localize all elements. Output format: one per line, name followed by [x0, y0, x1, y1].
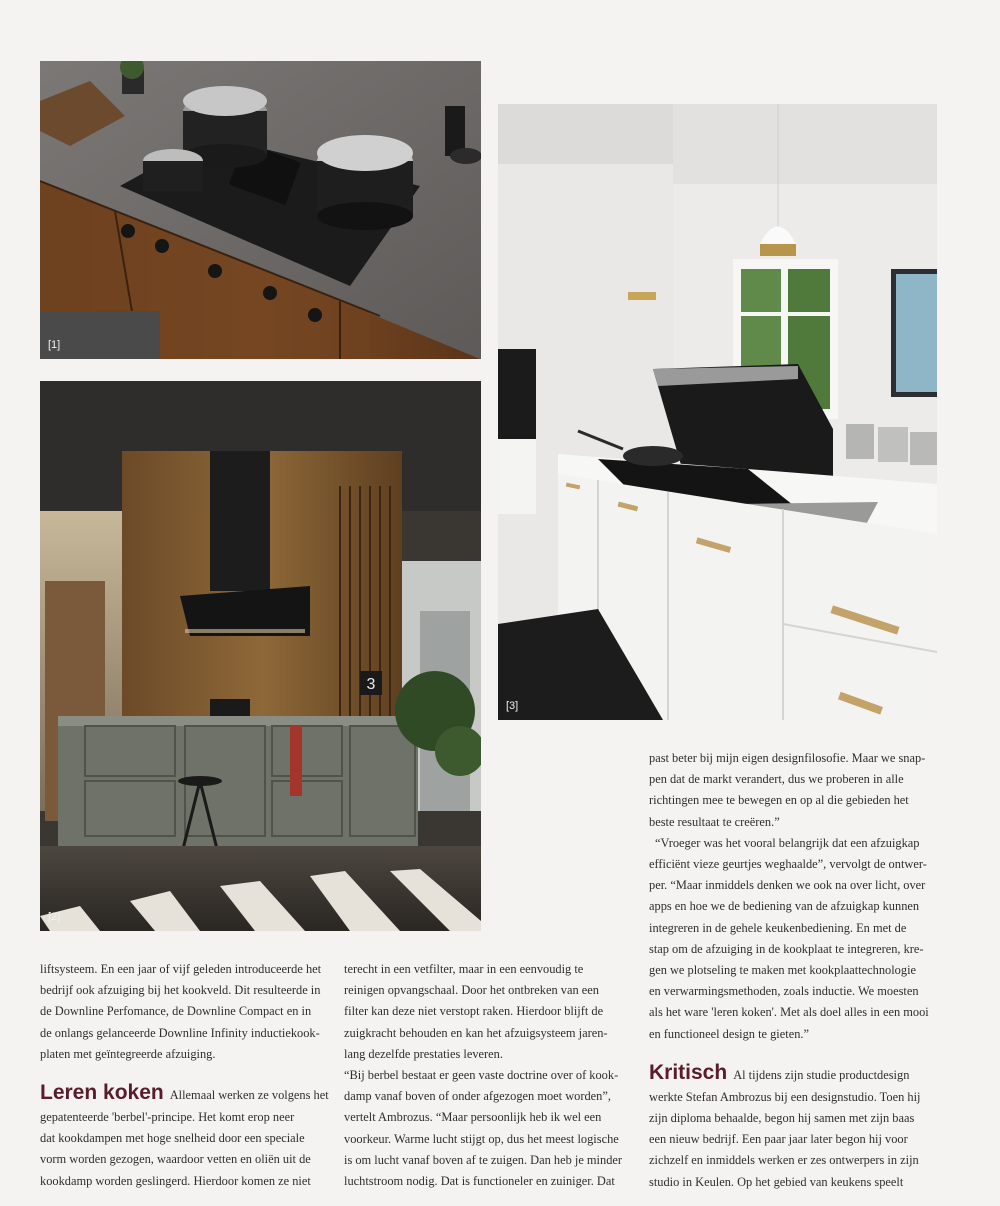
- text-line: zijn diploma behaalde, begon hij samen met zijn baas: [649, 1111, 915, 1126]
- text-line: studio in Keulen. Op het gebied van keukens speelt: [649, 1174, 904, 1189]
- text-line: “Vroeger was het vooral belangrijk dat een afzuigkap: [655, 835, 920, 850]
- text-line: een nieuw bedrijf. Een paar jaar later begon hij voor: [649, 1132, 908, 1147]
- text-line: Al tijdens zijn studie productdesign: [733, 1067, 910, 1082]
- text-line: reinigen opvangschaal. Door het ontbreken van een: [344, 983, 599, 998]
- text-line: “Bij berbel bestaat er geen vaste doctrine over of kook-: [344, 1068, 619, 1083]
- heading-line: [649, 1061, 941, 1087]
- text-line: damp vanaf boven of onder afgezogen moet worden”,: [344, 1089, 611, 1104]
- text-line: filter kan deze niet verstopt raken. Hierdoor blijft de: [344, 1004, 604, 1019]
- text-line: luchtstroom nodig. Dat is functioneler en zuiniger. Dat: [344, 1174, 615, 1189]
- text-line: de onlangs gelanceerde Downline Infinity inductiekook-: [40, 1025, 320, 1040]
- text-line: is om lucht vanaf boven af te zuigen. Dan heb je minder: [344, 1152, 623, 1167]
- text-line: vorm worden gezogen, waardoor vetten en oliën uit de: [40, 1152, 311, 1167]
- text-line: zichzelf en inmiddels werken er zes ontwerpers in zijn: [649, 1153, 919, 1168]
- text-line: integreren in de gehele keukenbediening. En met de: [649, 920, 907, 935]
- text-line: per. “Maar inmiddels denken we ook na over licht, over: [649, 878, 926, 893]
- text-line: als het ware 'leren koken'. Met als doel alles in een mooi: [649, 1005, 929, 1020]
- photo-caption: [1]: [48, 339, 61, 351]
- text-line: gepatenteerde 'berbel'-principe. Het komt erop neer: [40, 1110, 295, 1125]
- photo-caption: [2]: [48, 911, 61, 923]
- text-line: apps en hoe we de bediening van de afzuigkap kunnen: [649, 899, 920, 914]
- text-line: vertelt Ambrozus. “Maar persoonlijk heb ik wel een: [344, 1110, 602, 1125]
- text-column-1: [40, 959, 330, 1192]
- text-line: terecht in een vetfilter, maar in een eenvoudig te: [344, 962, 584, 976]
- white-kitchen-photo: [498, 104, 937, 720]
- text-line: stap om de afzuiging in de kookplaat te integreren, kre-: [649, 941, 924, 956]
- section-heading-leren-koken: Leren koken: [40, 1081, 164, 1105]
- text-line: richtingen mee te bewegen en op al die gebieden het: [649, 793, 909, 808]
- heading-line: [40, 1081, 330, 1107]
- text-line: voorkeur. Warme lucht stijgt op, dus het meest logische: [344, 1131, 619, 1146]
- text-line: lang dezelfde prestaties leveren.: [344, 1046, 503, 1061]
- text-line: werkte Stefan Ambrozus bij een designstudio. Toen hij: [649, 1089, 921, 1104]
- text-column-3: [649, 748, 941, 1193]
- text-line: bedrijf ook afzuiging bij het kookveld. Dit resulteerde in: [40, 983, 321, 998]
- text-line: kookdamp worden geslingerd. Hierdoor komen ze niet: [40, 1173, 311, 1188]
- text-line: efficiënt vieze geurtjes weghaalde”, vervolgt de ontwer-: [649, 857, 927, 872]
- text-line: pen dat de markt verandert, dus we proberen in alle: [649, 772, 904, 787]
- section-heading-kritisch: Kritisch: [649, 1060, 728, 1084]
- text-line: en verwarmingsmethoden, zoals inductie. We moesten: [649, 984, 919, 999]
- text-line: past beter bij mijn eigen designfilosofie. Maar we snap-: [649, 751, 926, 765]
- photo-3: [498, 104, 937, 720]
- text-column-2: [344, 959, 634, 1192]
- text-line: de Downline Perfomance, de Downline Compact en in: [40, 1004, 312, 1019]
- text-line: beste resultaat te creëren.”: [649, 814, 780, 829]
- text-line: dat kookdampen met hoge snelheid door een speciale: [40, 1131, 305, 1146]
- kitchen-island-photo: [40, 381, 481, 931]
- text-line: liftsysteem. En een jaar of vijf geleden introduceerde het: [40, 962, 322, 976]
- text-line: en functioneel design te gieten.”: [649, 1026, 809, 1041]
- photo-caption: [3]: [506, 700, 519, 712]
- kitchen-cooktop-photo: [40, 61, 481, 359]
- text-line: platen met geïntegreerde afzuiging.: [40, 1046, 216, 1061]
- photo-1: [40, 61, 481, 359]
- text-line: Allemaal werken ze volgens het: [169, 1088, 329, 1103]
- panel-sign: 3: [366, 676, 376, 693]
- text-line: gen we plotseling te maken met kookplaattechnologie: [649, 963, 917, 978]
- photo-2: [40, 381, 481, 931]
- text-line: zuigkracht behouden en kan het afzuigsysteem jaren-: [344, 1025, 608, 1040]
